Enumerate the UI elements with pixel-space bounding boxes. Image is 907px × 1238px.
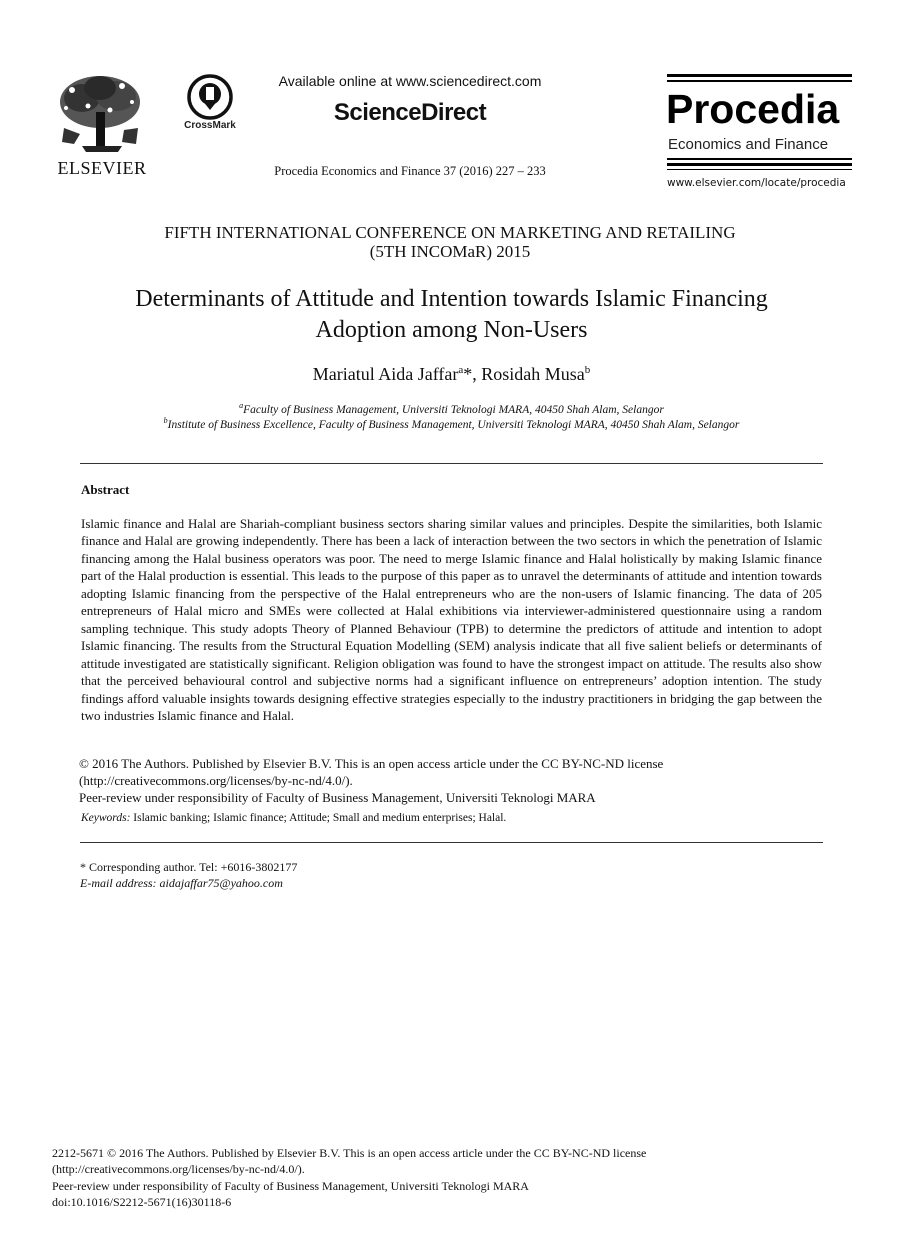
corresponding-author-line: * Corresponding author. Tel: +6016-3802177 [80,860,298,874]
paper-title [60,284,843,346]
footer-line-1: 2212-5671 © 2016 The Authors. Published by Elsevier B.V. This is an open access article under the CC BY-NC-ND license [52,1146,647,1160]
affiliation-text: Institute of Business Excellence, Faculty of Business Management, Universiti Teknologi MARA, 40450 Shah Alam, Selangor [167,418,740,431]
abstract-heading: Abstract [81,482,130,497]
footer-peer-review: Peer-review under responsibility of Faculty of Business Management, Universiti Teknologi MARA [52,1178,529,1193]
divider-top [80,463,823,464]
author-list [60,364,843,385]
elsevier-tree-icon [52,72,148,156]
abstract-body: Islamic finance and Halal are Shariah-compliant business sectors sharing similar values and principles. Despite the similarities, both Islamic finance and Halal are growing independently. There has been a lack of interaction between the two sectors in which the penetration of Islamic financing among the Halal business operators was poor. The need to merge Islamic finance and Halal holistically by making Islamic finance part of the Halal production is essential. This leads to the purpose of this paper as to unravel the determinants of attitude and intention towards adopting Islamic financing from the perspective of the Halal entrepreneurs who are the non-users of Islamic financing. The data of 205 entrepreneurs of Halal micro and SMEs were collected at Halal exhibitions via interviewer-administered questionnaire using a random sampling technique. This study adopts Theory of Planned Behaviour (TPB) to determine the predictors of attitude and intention to adopt Islamic financing. The results from the Structural Equation Modelling (SEM) analysis indicate that all five salient beliefs or determinants of attitude investigated are statistically significant. Religion obligation was found to have the strongest impact on attitude. The results also show that the perceived behavioural control and subjective norms had a significant influence on entrepreneurs’ adoption intention. The study findings afford valuable insights towards designing effective strategies especially to the industry practitioners in bridging the gap between the two industries Islamic finance and Halal. [81,516,822,723]
affiliation-marker: b [163,416,168,425]
keywords-label: Keywords: [81,812,131,824]
crossmark-label: CrossMark [184,120,236,131]
peer-review-line: Peer-review under responsibility of Faculty of Business Management, Universiti Teknologi MARA [79,790,596,805]
affiliation [60,416,843,431]
elsevier-logo [52,72,152,180]
keywords-text: Islamic banking; Islamic finance; Attitude; Small and medium enterprises; Halal. [130,812,507,824]
available-online-text: Available online at www.sciencedirect.com [278,73,542,89]
affiliation-text: Faculty of Business Management, Universiti Teknologi MARA, 40450 Shah Alam, Selangor [243,403,664,416]
sciencedirect-logo: ScienceDirect [333,99,487,126]
elsevier-wordmark: ELSEVIER [57,158,147,178]
license-link[interactable]: (http://creativecommons.org/licenses/by-nc-nd/4.0/). [79,773,353,788]
paper-title-line-1: Determinants of Attitude and Intention towards Islamic Financing [135,286,768,312]
footer-license-link[interactable]: (http://creativecommons.org/licenses/by-nc-nd/4.0/). [52,1162,305,1177]
procedia-url-link[interactable]: www.elsevier.com/locate/procedia [667,177,846,189]
journal-reference: Procedia Economics and Finance 37 (2016) 227 – 233 [274,164,546,178]
email-label: E-mail address: [80,876,157,890]
paper-title-line-2: Adoption among Non-Users [315,317,588,343]
author-name: Rosidah Musa [481,364,585,384]
copyright-footer [52,1145,852,1210]
license-statement [79,755,824,806]
divider-bottom [80,842,823,843]
procedia-rule-base [667,169,852,170]
procedia-rule-mid [667,80,852,82]
keywords [81,812,506,824]
author-affiliation-marker: a [458,364,464,376]
procedia-rule-top [667,74,852,77]
crossmark-icon [187,74,233,120]
procedia-rule-bottom [667,163,852,166]
procedia-subtitle: Economics and Finance [668,136,829,153]
conference-line-2: (5TH INCOMaR) 2015 [369,242,531,261]
license-line-1: © 2016 The Authors. Published by Elsevier B.V. This is an open access article under the CC BY-NC-ND license [79,756,664,771]
crossmark-badge[interactable] [178,74,242,132]
procedia-rule-lower [667,158,852,160]
email-link[interactable]: aidajaffar75@yahoo.com [156,876,283,890]
affiliation [60,401,843,416]
conference-name [80,223,820,261]
procedia-logo: Procedia [666,86,840,132]
author-affiliation-marker: b [584,364,591,376]
footer-doi[interactable]: doi:10.1016/S2212-5671(16)30118-6 [52,1194,232,1209]
corresponding-marker: * [463,364,473,384]
affiliation-marker: a [239,401,244,410]
conference-line-1: FIFTH INTERNATIONAL CONFERENCE ON MARKETING AND RETAILING [164,223,736,242]
author-name: Mariatul Aida Jaffar [312,364,459,384]
corresponding-footnote [80,859,297,891]
author-separator: , [472,364,482,384]
